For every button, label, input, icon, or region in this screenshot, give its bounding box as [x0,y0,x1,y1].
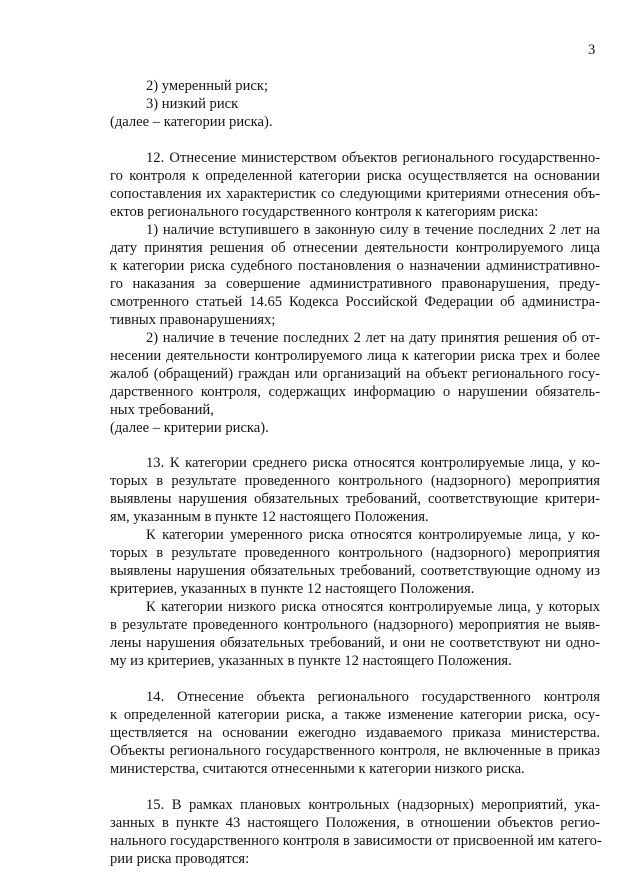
text-line: занных в пункте 43 настоящего Положения, в отношении объектов регио- [110,815,600,831]
text-line: нального государственного контроля в зависимости от присвоенной им катего- [110,833,602,849]
text-line: 14. Отнесение объекта регионального государственного контроля [146,689,600,705]
text-line: смотренного статьей 14.65 Кодекса Российской Федерации об администра- [110,294,600,310]
text-line: торых в результате проведенного контрольного (надзорного) мероприятия [110,473,600,489]
text-line: к определенной категории риска, а также изменение категории риска, осу- [110,707,600,723]
text-line: ектов регионального государственного контроля к категориям риска: [110,204,539,220]
risk-item: 3) низкий риск [146,96,239,112]
page-number: 3 [588,42,596,58]
text-line: дарственного контроля, содержащих информацию о нарушении обязатель- [110,384,600,400]
text-line: ных требований, [110,402,214,418]
text-line: ям, указанным в пункте 12 настоящего Положения. [110,509,429,525]
text-line: торых в результате проведенного контрольного (надзорного) мероприятия [110,545,600,561]
text-line: ществляется на основании ежегодно издаваемого приказа министерства. [110,725,600,741]
text-line: критериев, указанных в пункте 12 настоящего Положения. [110,581,475,597]
text-line: го наказания за совершение административного правонарушения, преду- [110,276,600,292]
text-line: К категории умеренного риска относятся контролируемые лица, у ко- [146,527,600,543]
text-line: 15. В рамках плановых контрольных (надзорных) мероприятий, ука- [146,797,600,813]
text-line: в результате проведенного контрольного (надзорного) мероприятия не выяв- [110,617,600,633]
text-line: 12. Отнесение министерством объектов регионального государственно- [146,150,600,166]
text-line: (далее – критерии риска). [110,420,269,436]
text-line: рии риска проводятся: [110,851,250,867]
text-line: 2) наличие в течение последних 2 лет на дату принятия решения об от- [146,330,600,346]
text-line: выявлены нарушения обязательных требований, соответствующие критери- [110,491,600,507]
risk-item: 2) умеренный риск; [146,78,269,94]
text-line: к категории риска судебного постановления о назначении административно- [110,258,600,274]
text-line: выявлены нарушения обязательных требований, соответствующие одному из [110,563,600,579]
text-line: сопоставления их характеристик со следующими критериями отнесения объ- [110,186,600,202]
text-line: министерства, считаются отнесенными к категории низкого риска. [110,761,525,777]
text-line: дату принятия решения об отнесении деятельности контролируемого лица [110,240,600,256]
text-line: тивных правонарушениях; [110,312,276,328]
text-line: Объекты регионального государственного контроля, не включенные в приказ [110,743,600,759]
text-line: К категории низкого риска относятся контролируемые лица, у которых [146,599,600,615]
text-line: лены нарушения обязательных требований, и они не соответствуют ни одно- [110,635,600,651]
text-line: 1) наличие вступившего в законную силу в течение последних 2 лет на [146,222,600,238]
text-line: го контроля к определенной категории риска осуществляется на основании [110,168,600,184]
text-line: несении деятельности контролируемого лица к категории риска трех и более [110,348,600,364]
risk-list-note: (далее – категории риска). [110,114,273,130]
text-line: жалоб (обращений) граждан или организаций на объект регионального госу- [110,366,600,382]
text-line: му из критериев, указанных в пункте 12 настоящего Положения. [110,653,512,669]
text-line: 13. К категории среднего риска относятся контролируемые лица, у ко- [146,455,600,471]
